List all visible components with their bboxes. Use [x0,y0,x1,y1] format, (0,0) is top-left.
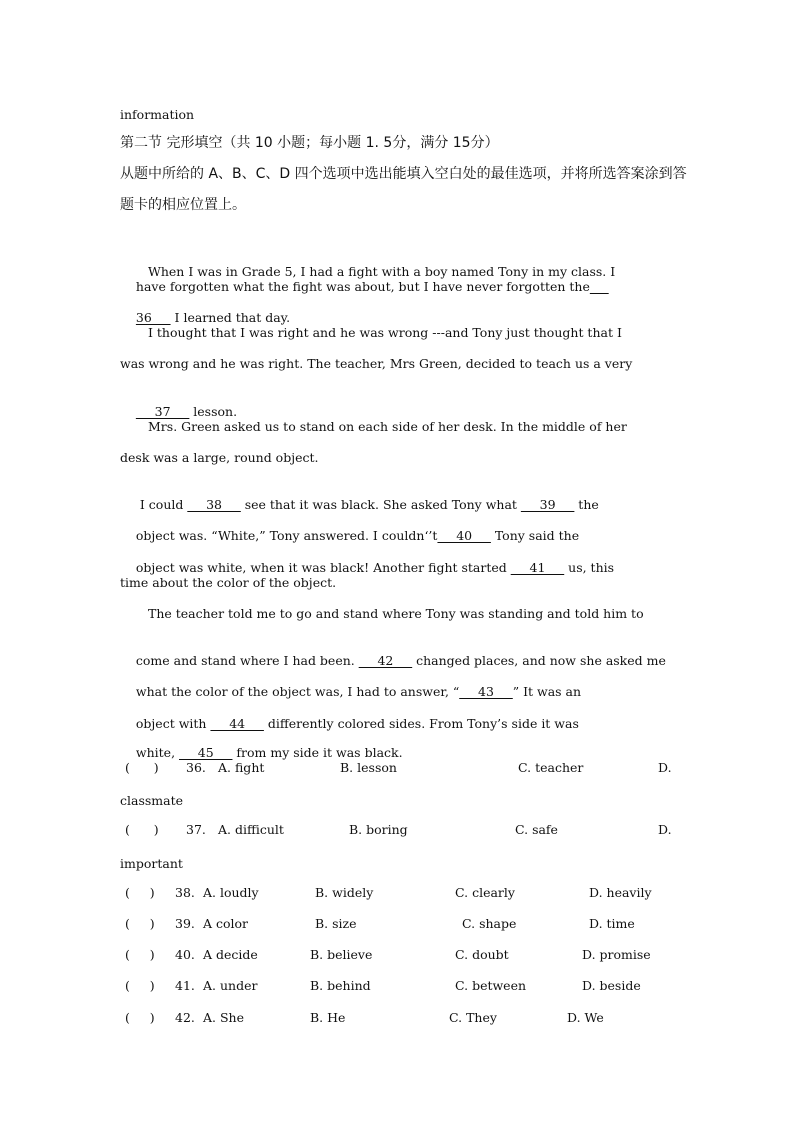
option-b[interactable]: B. boring [349,822,408,837]
instruction-line-2: 题卡的相应位置上。 [120,197,246,213]
blank-41[interactable]: ___41___ [510,560,565,575]
answer-paren[interactable]: ( ) [125,885,155,900]
passage-text: have forgotten what the fight was about, but I have never forgotten the [135,279,590,294]
passage-text: the [574,497,599,512]
answer-paren[interactable]: ( ) [125,822,159,837]
passage-text: When I was in Grade 5, I had a fight with a boy named Tony in my class. I [148,264,616,279]
option-d[interactable]: D. promise [582,947,651,962]
answer-paren[interactable]: ( ) [125,978,155,993]
passage-p5-line1: The teacher told me to go and stand where Tony was standing and told him to [148,606,644,621]
passage-text: what the color of the object was, I had to answer, “ [135,684,460,699]
option-d-continued[interactable]: classmate [120,793,184,808]
option-a[interactable]: A. loudly [203,885,259,900]
passage-text: changed places, and now she asked me [412,653,666,668]
blank-45[interactable]: ___45___ [179,745,233,760]
option-b[interactable]: B. behind [310,978,371,993]
blank-43[interactable]: ___43___ [459,684,513,699]
passage-text: I could [135,497,188,512]
option-c[interactable]: C. doubt [455,947,509,962]
passage-text: I learned that day. [170,310,291,325]
passage-text: object was white, when it was black! Another fight started [135,560,511,575]
option-b[interactable]: B. widely [315,885,374,900]
option-c[interactable]: C. shape [462,916,517,931]
option-c[interactable]: C. clearly [455,885,515,900]
blank-37[interactable]: ___37___ [135,404,190,419]
passage-text: object was. “White,” Tony answered. I couldn‘’t [135,528,438,543]
question-number: 42. [175,1010,195,1025]
blank-38[interactable]: ___38___ [187,497,241,512]
option-d[interactable]: D. [658,822,672,837]
blank-36[interactable]: 36___ [135,310,171,325]
option-b[interactable]: B. believe [310,947,373,962]
option-d[interactable]: D. [658,760,672,775]
passage-text: us, this [564,560,615,575]
blank-40[interactable]: ___40___ [437,528,491,543]
answer-paren[interactable]: ( ) [125,1010,155,1025]
option-b[interactable]: B. He [310,1010,346,1025]
blank-42[interactable]: ___42___ [358,653,413,668]
option-c[interactable]: C. They [449,1010,497,1025]
option-a[interactable]: A decide [203,947,258,962]
option-d-continued[interactable]: important [120,856,183,871]
option-d[interactable]: D. beside [582,978,641,993]
passage-text: lesson. [189,404,238,419]
option-a[interactable]: A. She [203,1010,244,1025]
option-a[interactable]: A. under [203,978,258,993]
answer-paren[interactable]: ( ) [125,916,155,931]
option-c[interactable]: C. between [455,978,527,993]
blank-36-start[interactable]: ___ [589,279,609,294]
option-b[interactable]: B. lesson [340,760,397,775]
blank-44[interactable]: ___44___ [210,716,264,731]
option-c[interactable]: C. safe [515,822,558,837]
option-a[interactable]: A color [203,916,249,931]
instruction-line-1: 从题中所给的 A、B、C、D 四个选项中选出能填入空白处的最佳选项，并将所选答案涂到答 [120,166,687,182]
option-d[interactable]: D. time [589,916,635,931]
passage-text: come and stand where I had been. [135,653,359,668]
passage-p2-line1: I thought that I was right and he was wrong ---and Tony just thought that I [148,325,622,340]
option-a[interactable]: A. difficult [218,822,284,837]
option-d[interactable]: D. We [567,1010,604,1025]
question-number: 41. [175,978,195,993]
passage-text: differently colored sides. From Tony’s side it was [263,716,579,731]
option-b[interactable]: B. size [315,916,357,931]
blank-39[interactable]: ___39___ [520,497,575,512]
passage-p2-line2: was wrong and he was right. The teacher, Mrs Green, decided to teach us a very [120,356,633,371]
option-d[interactable]: D. heavily [589,885,652,900]
passage-text: ” It was an [512,684,582,699]
answer-paren[interactable]: ( ) [125,760,159,775]
option-a[interactable]: A. fight [218,760,265,775]
passage-p3-line1: Mrs. Green asked us to stand on each side of her desk. In the middle of her [148,419,627,434]
passage-text: white, [135,745,180,760]
answer-paren[interactable]: ( ) [125,947,155,962]
passage-text: object with [135,716,211,731]
passage-p3-line2: desk was a large, round object. [120,450,319,465]
option-c[interactable]: C. teacher [518,760,584,775]
passage-text: from my side it was black. [232,745,403,760]
question-number: 37. [186,822,206,837]
passage-text: see that it was black. She asked Tony what [240,497,521,512]
question-number: 40. [175,947,195,962]
passage-p4-line4: time about the color of the object. [120,575,337,590]
question-number: 39. [175,916,195,931]
section-title: 第二节 完形填空（共 10 小题；每小题 1. 5分，满分 15分） [120,135,499,151]
question-number: 38. [175,885,195,900]
question-number: 36. [186,760,206,775]
header-word: information [120,107,195,122]
passage-text: Tony said the [490,528,580,543]
